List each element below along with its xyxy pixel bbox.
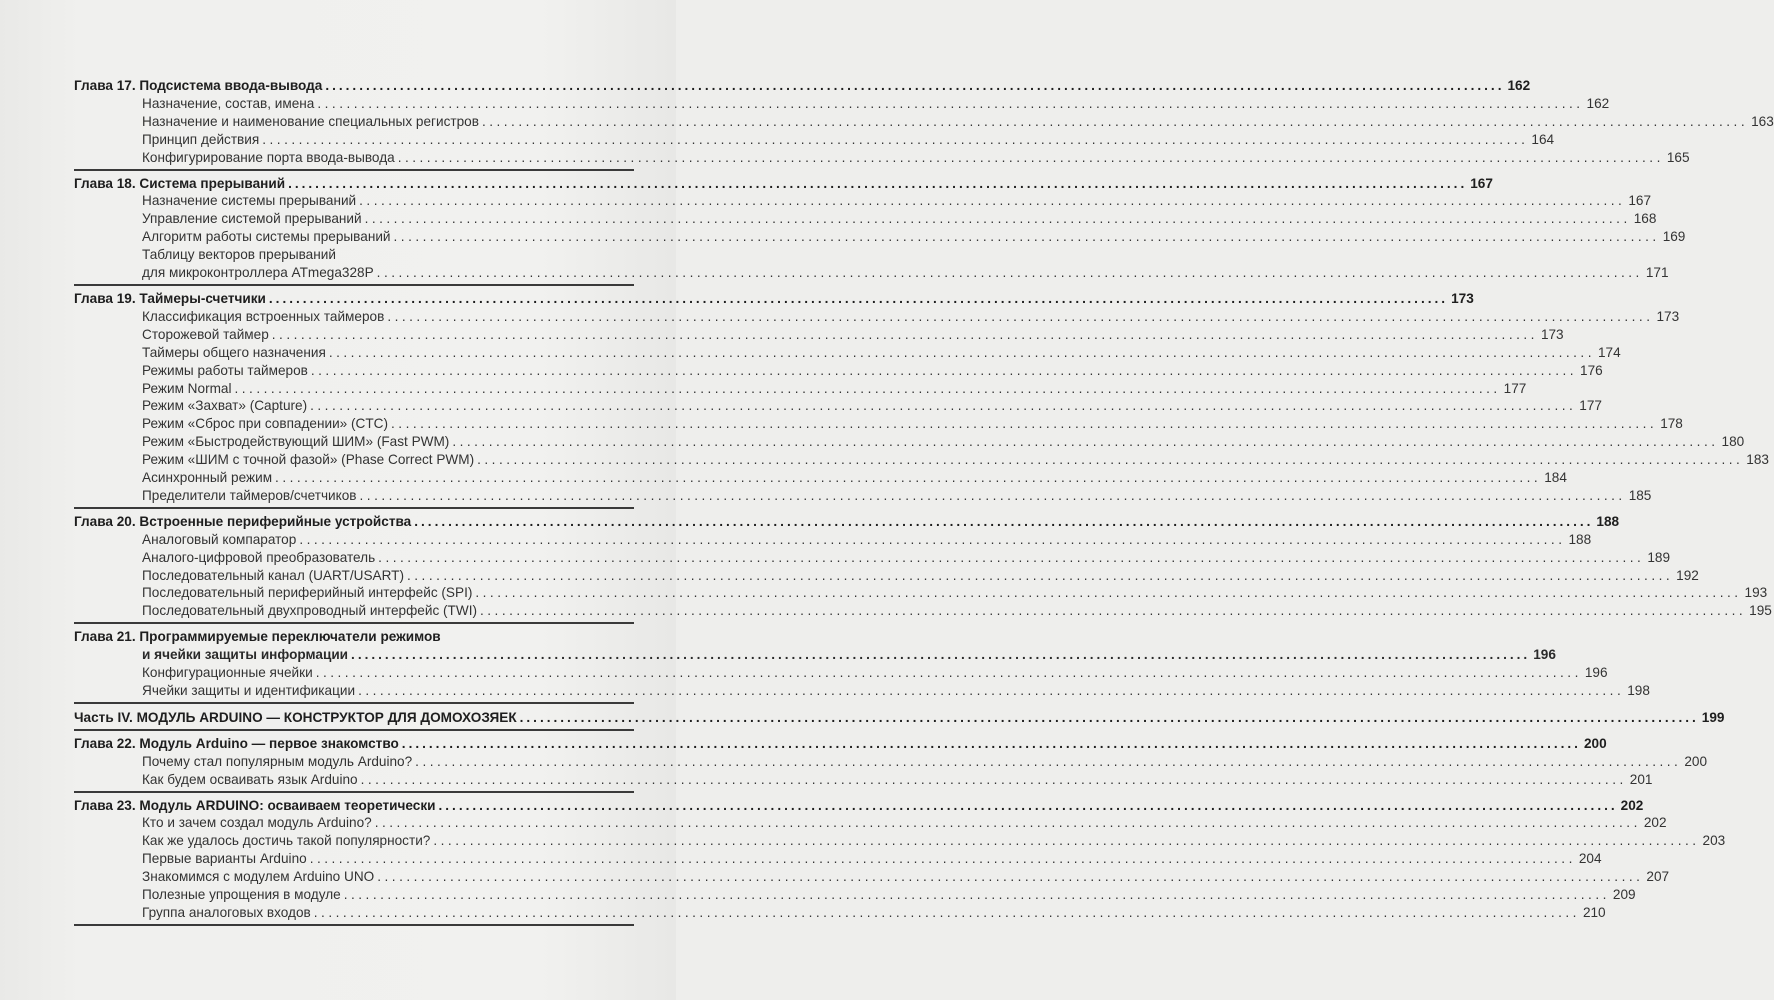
leader-dots — [475, 584, 1741, 602]
entry-title: Конфигурационные ячейки — [142, 665, 313, 681]
toc-entry — [74, 531, 1592, 549]
entry-title: Полезные упрощения в модуле — [142, 887, 341, 903]
leader-dots — [365, 210, 1631, 228]
entry-title: Последовательный периферийный интерфейс (SPI) — [142, 585, 473, 601]
leader-dots — [452, 433, 1718, 451]
chapter-23-section — [74, 797, 1726, 926]
entry-title: Назначение системы прерываний — [142, 193, 357, 209]
leader-dots — [316, 664, 1582, 682]
toc-entry — [74, 397, 1602, 415]
toc-entry — [74, 886, 1636, 904]
page-number: 210 — [1582, 904, 1606, 920]
toc-entry — [74, 308, 1680, 326]
page-number: 204 — [1578, 851, 1602, 867]
page-number: 177 — [1579, 398, 1602, 414]
entry-title: Назначение и наименование специальных регистров — [142, 113, 479, 129]
chapter-title: Глава 21. Программируемые переключатели режимов — [74, 629, 441, 645]
leader-dots — [314, 904, 1580, 922]
page-number: 188 — [1596, 513, 1620, 529]
leader-dots — [288, 175, 1467, 193]
toc-entry — [74, 584, 1768, 602]
leader-dots — [482, 113, 1748, 131]
chapter-19-section — [74, 290, 1769, 509]
page-number: 183 — [1746, 452, 1769, 468]
chapter-title: Глава 22. Модуль Arduino — первое знакомство — [74, 735, 399, 751]
entry-title: Режимы работы таймеров — [142, 362, 308, 378]
toc-entry — [74, 469, 1567, 487]
toc-entry — [74, 487, 1652, 505]
toc-entry — [74, 771, 1653, 789]
toc-entry — [74, 415, 1683, 433]
page-number: 193 — [1744, 585, 1768, 601]
toc-entry — [74, 850, 1602, 868]
leader-dots — [402, 735, 1581, 753]
chapter-18-section — [74, 175, 1686, 286]
entry-title: Асинхронный режим — [142, 470, 273, 486]
page-number: 167 — [1470, 175, 1493, 191]
chapter-21-section — [74, 628, 1650, 704]
leader-dots — [310, 397, 1576, 415]
part-title: Часть IV. МОДУЛЬ ARDUINO — КОНСТРУКТОР ДЛЯ ДОМОХОЗЯЕК — [74, 709, 517, 725]
chapter-17-section — [74, 77, 1774, 171]
chapter-17-heading — [74, 77, 1531, 95]
page-number: 207 — [1646, 869, 1670, 885]
page-number: 189 — [1647, 549, 1671, 565]
chapter-20-heading — [74, 513, 1620, 531]
chapter-18-heading — [74, 175, 1493, 193]
page-number: 177 — [1503, 380, 1527, 396]
toc-entry — [74, 326, 1564, 344]
page-number: 185 — [1628, 487, 1652, 503]
chapter-22-section — [74, 735, 1708, 793]
page-number: 202 — [1620, 797, 1644, 813]
page-number: 198 — [1627, 683, 1650, 698]
entry-title: Кто и зачем создал модуль Arduino? — [142, 815, 372, 831]
chapter-21-heading-line2 — [74, 646, 1556, 664]
page-number: 202 — [1643, 815, 1667, 831]
leader-dots — [361, 771, 1627, 789]
entry-title: Режим «Сброс при совпадении» (CTC) — [142, 416, 389, 432]
toc-entry — [74, 549, 1671, 567]
page-number: 199 — [1701, 709, 1725, 725]
page-number: 195 — [1749, 603, 1772, 619]
entry-title: Классификация встроенных таймеров — [142, 308, 385, 324]
page-number: 162 — [1586, 95, 1610, 111]
page-number: 192 — [1676, 567, 1699, 583]
leader-dots — [325, 77, 1504, 95]
toc-entry-line1 — [74, 246, 634, 264]
leader-dots — [275, 469, 1541, 487]
leader-dots — [317, 95, 1583, 113]
page-number: 176 — [1580, 362, 1603, 378]
entry-title: Первые варианты Arduino — [142, 851, 307, 867]
page-number: 173 — [1451, 290, 1474, 306]
entry-title: Последовательный двухпроводный интерфейс (TWI) — [142, 603, 477, 619]
leader-dots — [329, 344, 1595, 362]
leader-dots — [360, 487, 1626, 505]
entry-title: Режим «Захват» (Capture) — [142, 398, 308, 414]
page-number: 196 — [1584, 665, 1608, 681]
page-number: 165 — [1666, 149, 1690, 165]
toc-entry — [74, 131, 1555, 149]
toc-entry — [74, 753, 1708, 771]
entry-title: Режим Normal — [142, 380, 232, 396]
page-number: 174 — [1598, 344, 1621, 360]
leader-dots — [415, 753, 1681, 771]
toc-entry — [74, 228, 1686, 246]
toc-entry — [74, 814, 1667, 832]
entry-title: Управление системой прерываний — [142, 211, 362, 227]
leader-dots — [272, 326, 1538, 344]
chapter-21-heading-line1 — [74, 628, 634, 646]
page-number: 163 — [1751, 113, 1774, 129]
entry-title: Сторожевой таймер — [142, 326, 269, 342]
entry-title: Группа аналоговых входов — [142, 904, 311, 920]
entry-title: Как будем осваивать язык Arduino — [142, 771, 358, 787]
page-number: 173 — [1540, 326, 1564, 342]
chapter-22-heading — [74, 735, 1607, 753]
entry-title: Режим «Быстродействующий ШИМ» (Fast PWM) — [142, 434, 450, 450]
entry-title: Таблицу векторов прерываний — [142, 247, 336, 263]
page-number: 201 — [1629, 771, 1653, 787]
entry-title: Таймеры общего назначения — [142, 344, 326, 360]
chapter-title: Глава 18. Система прерываний — [74, 175, 286, 191]
toc-entry — [74, 362, 1603, 380]
toc-entry — [74, 682, 1650, 700]
page-number: 196 — [1533, 647, 1556, 663]
leader-dots — [358, 682, 1624, 700]
page-number: 168 — [1633, 211, 1657, 227]
leader-dots — [391, 415, 1657, 433]
table-of-contents — [74, 77, 1774, 930]
leader-dots — [377, 868, 1643, 886]
page-number: 200 — [1684, 753, 1708, 769]
entry-title: Режим «ШИМ с точной фазой» (Phase Correct PWM) — [142, 452, 475, 468]
leader-dots — [480, 602, 1746, 620]
toc-entry — [74, 192, 1652, 210]
leader-dots — [344, 886, 1610, 904]
toc-entry — [74, 433, 1745, 451]
page-number: 164 — [1531, 131, 1555, 147]
leader-dots — [269, 290, 1448, 308]
leader-dots — [375, 814, 1641, 832]
entry-title: Почему стал популярным модуль Arduino? — [142, 753, 413, 769]
chapter-19-heading — [74, 290, 1474, 308]
page-number: 209 — [1612, 887, 1636, 903]
leader-dots — [407, 567, 1673, 585]
toc-entry — [74, 602, 1772, 620]
entry-title: Алгоритм работы системы прерываний — [142, 229, 391, 245]
entry-title: Назначение, состав, имена — [142, 95, 315, 111]
entry-title: Пределители таймеров/счетчиков — [142, 487, 357, 503]
chapter-title: Глава 20. Встроенные периферийные устройства — [74, 513, 412, 529]
toc-entry — [74, 868, 1670, 886]
page-number: 169 — [1662, 229, 1686, 245]
page-number: 180 — [1721, 434, 1745, 450]
entry-title: для микроконтроллера ATmega328P — [142, 265, 374, 281]
part-4-heading — [74, 709, 1725, 727]
leader-dots — [520, 709, 1699, 727]
leader-dots — [477, 451, 1743, 469]
leader-dots — [359, 192, 1625, 210]
toc-entry-line2 — [74, 264, 1669, 282]
page-number: 171 — [1645, 265, 1669, 281]
toc-entry — [74, 113, 1774, 131]
entry-title: Принцип действия — [142, 131, 260, 147]
leader-dots — [378, 549, 1644, 567]
entry-title: Как же удалось достичь такой популярности? — [142, 833, 431, 849]
chapter-23-heading — [74, 797, 1644, 815]
entry-title: Последовательный канал (UART/USART) — [142, 567, 404, 583]
page-number: 173 — [1656, 308, 1680, 324]
entry-title: Конфигурирование порта ввода-вывода — [142, 149, 395, 165]
leader-dots — [299, 531, 1565, 549]
leader-dots — [394, 228, 1660, 246]
leader-dots — [398, 149, 1664, 167]
page-number: 184 — [1544, 470, 1567, 486]
leader-dots — [414, 513, 1593, 531]
page-number: 200 — [1583, 735, 1607, 751]
leader-dots — [262, 131, 1528, 149]
chapter-title: Глава 17. Подсистема ввода-вывода — [74, 78, 323, 93]
entry-title: Ячейки защиты и идентификации — [142, 683, 356, 698]
leader-dots — [310, 850, 1576, 868]
part-4-section — [74, 708, 1725, 731]
toc-entry — [74, 832, 1726, 850]
toc-entry — [74, 451, 1769, 469]
page-number: 203 — [1702, 833, 1726, 849]
toc-entry — [74, 380, 1527, 398]
chapter-title: Глава 19. Таймеры-счетчики — [74, 290, 266, 306]
leader-dots — [439, 797, 1618, 815]
toc-entry — [74, 567, 1699, 585]
toc-entry — [74, 95, 1610, 113]
entry-title: Знакомимся с модулем Arduino UNO — [142, 869, 375, 885]
page-number: 162 — [1507, 78, 1531, 93]
toc-entry — [74, 149, 1690, 167]
page-number: 178 — [1660, 416, 1683, 432]
page-number: 167 — [1628, 193, 1652, 209]
toc-entry — [74, 210, 1657, 228]
entry-title: Аналого-цифровой преобразователь — [142, 549, 376, 565]
leader-dots — [351, 646, 1530, 664]
toc-entry — [74, 904, 1606, 922]
leader-dots — [433, 832, 1699, 850]
chapter-title: Глава 23. Модуль ARDUINO: осваиваем теоретически — [74, 797, 436, 813]
leader-dots — [387, 308, 1653, 326]
page-number: 188 — [1568, 531, 1592, 547]
entry-title: Аналоговый компаратор — [142, 531, 297, 547]
toc-entry — [74, 344, 1621, 362]
leader-dots — [311, 362, 1577, 380]
chapter-20-section — [74, 513, 1772, 624]
chapter-title-continued: и ячейки защиты информации — [142, 647, 349, 663]
leader-dots — [235, 380, 1501, 398]
toc-entry — [74, 664, 1608, 682]
leader-dots — [377, 264, 1643, 282]
